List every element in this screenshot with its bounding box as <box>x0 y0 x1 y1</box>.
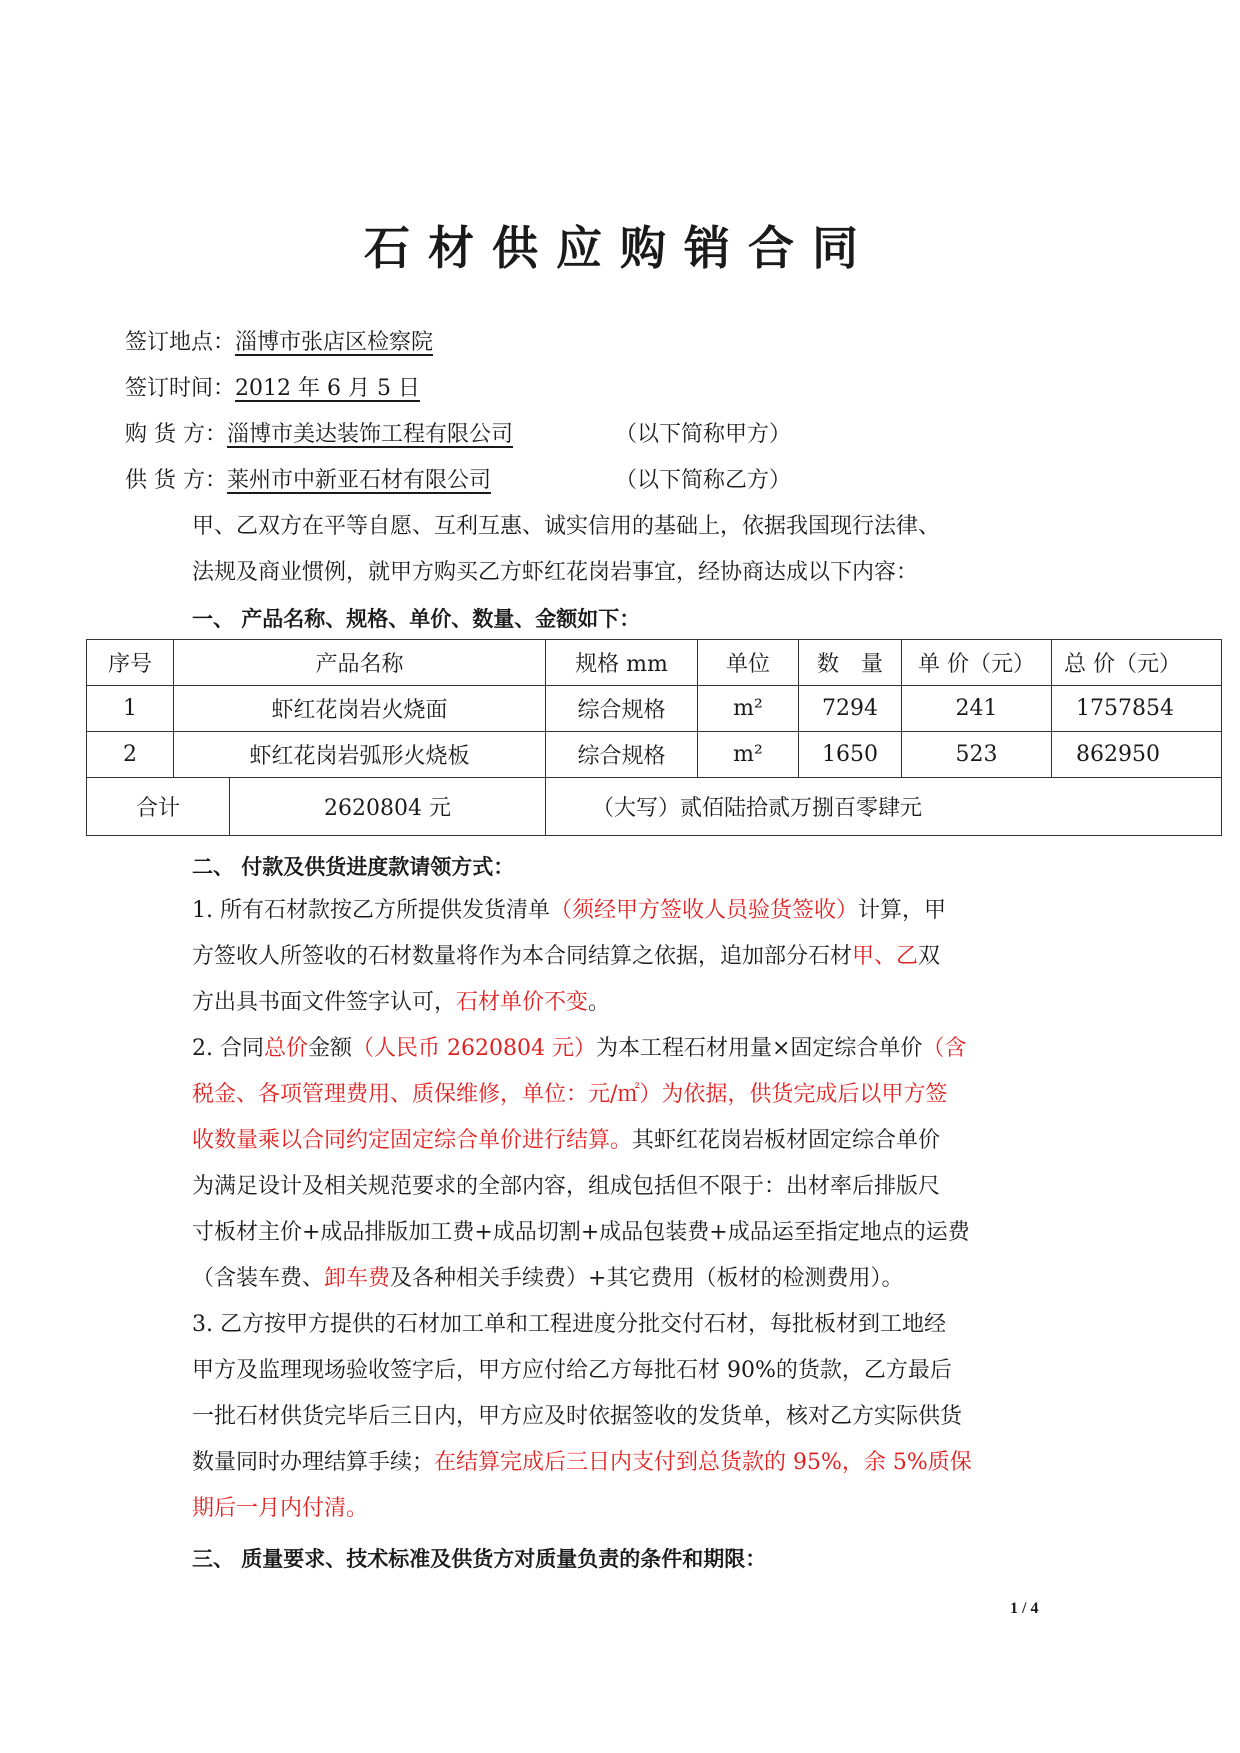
para-2-line-4: 为满足设计及相关规范要求的全部内容，组成包括但不限于：出材率后排版尺 <box>192 1174 941 1199</box>
buyer-label: 购 货 方： <box>125 422 227 447</box>
table-cell: 523 <box>902 732 1052 778</box>
sign-time-value: 2012 年 6 月 5 日 <box>235 376 420 401</box>
text-run: 金额 <box>308 1036 353 1061</box>
text-run-highlight: 甲、乙 <box>852 944 919 969</box>
buyer-row <box>125 420 527 450</box>
intro-line-2: 法规及商业惯例，就甲方购买乙方虾红花岗岩事宜，经协商达成以下内容： <box>192 560 919 585</box>
seller-row <box>125 466 505 496</box>
table-cell: 1650 <box>799 732 902 778</box>
para-3-line-3: 一批石材供货完毕后三日内，甲方应及时依据签收的发货单，核对乙方实际供货 <box>192 1404 963 1429</box>
text-run: 方签收人所签收的石材数量将作为本合同结算之依据，追加部分石材 <box>192 944 853 969</box>
total-words: （大写）贰佰陆拾贰万捌百零肆元 <box>546 778 1222 836</box>
sign-place-row <box>125 328 433 358</box>
text-run-highlight: 卸车费 <box>324 1266 391 1291</box>
para-2-line-5: 寸板材主价+成品排版加工费+成品切割+成品包装费+成品运至指定地点的运费 <box>192 1220 970 1245</box>
para-2-line-3 <box>192 1126 940 1156</box>
para-1-line-1 <box>192 896 946 926</box>
text-run-highlight: （人民币 2620804 元） <box>352 1036 596 1061</box>
para-2-line-2: 税金、各项管理费用、质保维修，单位：元/㎡）为依据，供货完成后以甲方签 <box>192 1082 948 1107</box>
sign-time-row <box>125 374 450 404</box>
intro-line-1: 甲、乙双方在平等自愿、互利互惠、诚实信用的基础上，依据我国现行法律、 <box>192 514 941 539</box>
total-value: 2620804 元 <box>230 778 546 836</box>
header-cell: 数 量 <box>799 640 902 686</box>
table-cell: 241 <box>902 686 1052 732</box>
text-run: 数量同时办理结算手续； <box>192 1450 435 1475</box>
section-3-title: 三、 质量要求、技术标准及供货方对质量负责的条件和期限： <box>192 1547 767 1571</box>
text-run: （含装车费、 <box>192 1266 325 1291</box>
table-cell: 综合规格 <box>546 732 698 778</box>
table-cell: m² <box>698 686 799 732</box>
total-label: 合计 <box>87 778 230 836</box>
header-cell: 单位 <box>698 640 799 686</box>
sign-place-value: 淄博市张店区检察院 <box>235 330 434 355</box>
para-3-line-1: 3. 乙方按甲方提供的石材加工单和工程进度分批交付石材，每批板材到工地经 <box>192 1312 946 1337</box>
buyer-note: （以下简称甲方） <box>615 422 792 447</box>
text-run-highlight: 收数量乘以合同约定固定综合单价进行结算。 <box>192 1128 633 1153</box>
seller-note: （以下简称乙方） <box>615 468 792 493</box>
text-run: 其虾红花岗岩板材固定综合单价 <box>632 1128 941 1153</box>
table-row <box>87 686 1222 732</box>
text-run: 为本工程石材用量×固定综合单价 <box>595 1036 923 1061</box>
table-header-row <box>87 640 1222 686</box>
table-total-row <box>87 778 1222 836</box>
para-1-line-3 <box>192 988 610 1018</box>
text-run-highlight: （含 <box>922 1036 967 1061</box>
para-3-line-2: 甲方及监理现场验收签字后，甲方应付给乙方每批石材 90%的货款，乙方最后 <box>192 1358 952 1383</box>
text-run: 计算，甲 <box>858 898 947 923</box>
table-cell: 862950 <box>1052 732 1222 778</box>
table-cell: 1 <box>87 686 174 732</box>
text-run-highlight: 在结算完成后三日内支付到总货款的 95%，余 5%质保 <box>434 1450 972 1475</box>
page-number: 1 / 4 <box>1010 1600 1039 1617</box>
para-2-line-6 <box>192 1264 903 1294</box>
sign-time-label: 签订时间： <box>125 376 236 401</box>
seller-label: 供 货 方： <box>125 468 227 493</box>
text-run-highlight: （须经甲方签收人员验货签收） <box>550 898 859 923</box>
text-run: 方出具书面文件签字认可， <box>192 990 457 1015</box>
text-run: 2. 合同 <box>192 1036 264 1061</box>
header-cell: 产品名称 <box>174 640 546 686</box>
text-run: 及各种相关手续费）+其它费用（板材的检测费用）。 <box>390 1266 904 1291</box>
section-1-title: 一、 产品名称、规格、单价、数量、金额如下： <box>192 607 641 631</box>
table-cell: 虾红花岗岩火烧面 <box>174 686 546 732</box>
text-run: 双 <box>918 944 941 969</box>
text-run-highlight: 石材单价不变 <box>456 990 589 1015</box>
header-cell: 规格 mm <box>546 640 698 686</box>
table-cell: 7294 <box>799 686 902 732</box>
para-3-line-5: 期后一月内付清。 <box>192 1496 369 1521</box>
text-run-highlight: 总价 <box>263 1036 308 1061</box>
section-2-title: 二、 付款及供货进度款请领方式： <box>192 855 515 879</box>
para-2-line-1 <box>192 1034 966 1064</box>
seller-value: 莱州市中新亚石材有限公司 <box>227 468 492 493</box>
header-cell: 序号 <box>87 640 174 686</box>
table-cell: 综合规格 <box>546 686 698 732</box>
buyer-value: 淄博市美达装饰工程有限公司 <box>227 422 514 447</box>
sign-place-label: 签订地点： <box>125 330 236 355</box>
table-cell: m² <box>698 732 799 778</box>
table-cell: 虾红花岗岩弧形火烧板 <box>174 732 546 778</box>
contract-title: 石材供应购销合同 <box>364 221 876 275</box>
table-row <box>87 732 1222 778</box>
header-cell: 总 价（元） <box>1052 640 1222 686</box>
text-run: 1. 所有石材款按乙方所提供发货清单 <box>192 898 550 923</box>
product-table <box>86 639 1222 836</box>
table-cell: 2 <box>87 732 174 778</box>
para-3-line-4 <box>192 1448 972 1478</box>
para-1-line-2 <box>192 942 940 972</box>
text-run: 。 <box>588 990 611 1015</box>
table-cell: 1757854 <box>1052 686 1222 732</box>
header-cell: 单 价（元） <box>902 640 1052 686</box>
